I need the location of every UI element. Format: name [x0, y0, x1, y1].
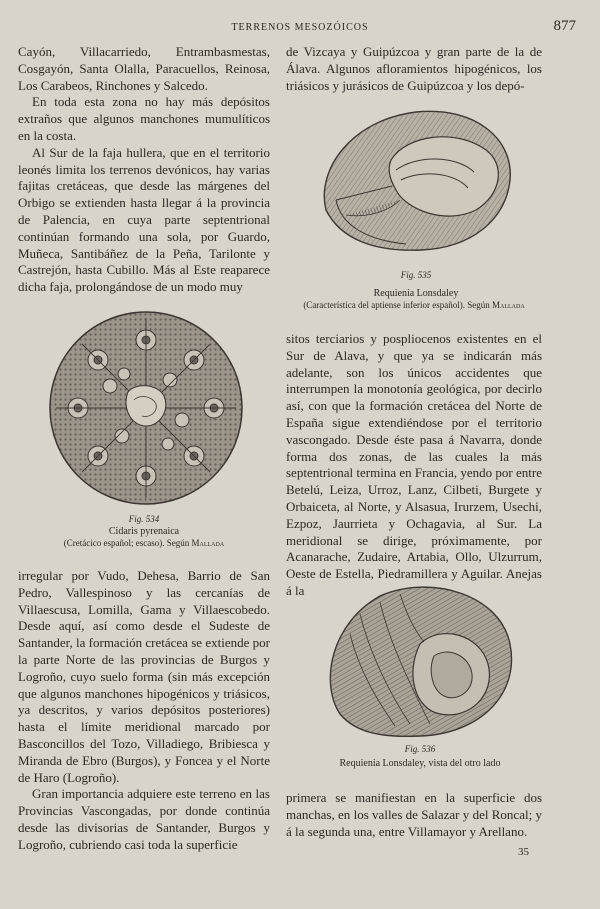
right-column-bottom	[286, 790, 542, 840]
left-column-top	[18, 44, 270, 296]
figure-535	[296, 100, 536, 311]
figure-subcaption	[282, 300, 546, 311]
paragraph: Cayón, Villacarriedo, Entrambasmestas, Cosgayón, Santa Olalla, Paracuellos, Reinosa, Los Carabeos, Rinchones y Salcedo.	[18, 44, 270, 93]
paragraph: En toda esta zona no hay más depósitos extraños que algunos manchones mumulíticos en la costa.	[18, 94, 270, 143]
right-column-middle	[286, 331, 542, 600]
right-column-top	[286, 44, 542, 94]
paragraph: primera se manifiestan en la superficie dos manchas, en los valles de Salazar y del Roncal; y á la segunda una, entre Villamayor y Arellano.	[286, 790, 542, 839]
left-column-bottom	[18, 568, 270, 854]
figure-subcaption	[18, 538, 270, 549]
figure-author: Mallada	[492, 300, 525, 310]
sea-urchin-illustration-icon	[18, 302, 270, 514]
figure-536	[300, 574, 540, 770]
paragraph: de Vizcaya y Guipúzcoa y gran parte de la de Álava. Algunos afloramientos hipogénicos, los triásicos y jurásicos de Guipúzcoa y los depó-	[286, 44, 542, 93]
paragraph: irregular por Vudo, Dehesa, Barrio de San Pedro, Vallespinoso y las cercanías de Villaescusa, Lomilla, Gama y Villaescobedo. Desde aquí, así como desde el Sudeste de Santander, la formación cretácea se extiende por la parte Norte de las provincias de Burgos y Logroño, cuyo suelo forma (sin más excepción que algunos manchones hipogénicos y triásicos, ya descritos, y varios depósitos posteriores) hasta el límite meridional marcado por Basconcillos del Tozo, Villadiego, Bribiesca y Miranda de Ebro (Burgos), y Foncea y el Norte de Haro (Logroño).	[18, 568, 270, 785]
figure-number: Fig. 535	[400, 270, 432, 280]
figure-author: Mallada	[191, 538, 225, 548]
figure-subcaption-text: (Cretácico español; escaso). Según	[63, 538, 190, 548]
figure-number: Fig. 534	[128, 514, 160, 524]
figure-subcaption-text: (Característica del aptiense inferior español). Según	[303, 300, 490, 310]
figure-caption: Requienia Lonsdaley, vista del otro lado	[339, 758, 501, 769]
signature-mark: 35	[518, 846, 529, 858]
paragraph: Al Sur de la faja hullera, que en el territorio leonés limita los terrenos devónicos, hay varias fajitas cretáceas, que desde las márgenes del Orbigo se extienden hasta llegar á la provincia de Palencia, en cuya parte septentrional continúan formando una sola, por Guardo, Muñeca, Santibáñez de la Peña, Tarilonte y Castrejón, hasta Cubillo. Más al Este reaparece dicha faja, prolongándose de un modo muy	[18, 144, 270, 295]
figure-caption: Cidaris pyrenaica	[108, 526, 180, 537]
paragraph: sitos terciarios y pospliocenos existentes en el Sur de Alava, y que ya se indicarán más adelante, son los únicos accidentes que interrumpen la monotonía geológica, por decirlo así, con que la formación cretácea del Norte de España sigue extendiéndose por el territorio vascongado. Desde éste pasa á Navarra, donde forma dos zonas, de las cuales la más septentrional termina en Francia, yendo por entre Betelú, Leiza, Urroz, Lanz, Cilbeti, Burgete y Orbaiceta, al Norte, y Alsasua, Irurzem, Usechi, Ezpoz, Jaurrieta y Ochagavia, al Sur. La meridional se dirige, próximamente, por Acanarache, Zudaire, Artabia, Ollo, Ulzurrum, Oeste de Estella, Piedramillera y Aguilar. Anejas á la	[286, 331, 542, 598]
figure-caption: Requienia Lonsdaley	[373, 288, 459, 299]
paragraph: Gran importancia adquiere este terreno en las Provincias Vascongadas, por donde continúa desde las divisorias de Santander, Burgos y Logroño, cubriendo casi toda la superficie	[18, 786, 270, 852]
shell-illustration-icon	[300, 574, 540, 742]
shell-illustration-icon	[296, 100, 536, 270]
running-title: TERRENOS MESOZÓICOS	[231, 22, 369, 33]
page-header	[18, 18, 582, 34]
figure-number: Fig. 536	[404, 744, 436, 754]
page-number: 877	[553, 18, 576, 34]
figure-534	[18, 302, 270, 549]
